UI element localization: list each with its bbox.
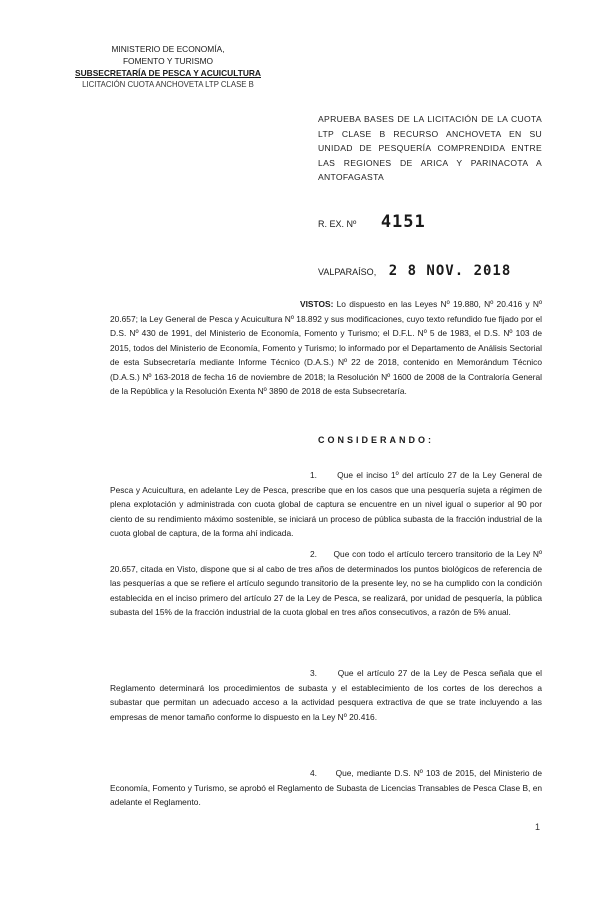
item-text: Que con todo el artículo tercero transitorio de la Ley Nº 20.657, citada en Visto, dispone que si al cabo de tres años de determinados los puntos biológicos de referencia de las pesquerías a que se refiere el artículo segundo transitorio de la presente ley, no se ha cumplido con la condición establecida en el inciso primero del artículo 27 de la Ley de Pesca, se realizará, por unidad de pesquería, la pública subasta del 15% de la fracción industrial de la cuota global en tres años consecutivos, a razón de 5% anual.: [110, 549, 542, 617]
header-subsecretaria: SUBSECRETARÍA DE PESCA Y ACUICULTURA: [75, 68, 261, 78]
vistos-label: VISTOS:: [300, 299, 334, 309]
considerando-item: [110, 547, 542, 620]
date-stamp: 2 8 NOV. 2018: [388, 263, 512, 279]
vistos-text: Lo dispuesto en las Leyes Nº 19.880, Nº 20.416 y Nº 20.657; la Ley General de Pesca y Acuicultura Nº 18.892 y sus modificaciones, cuyo texto refundido fue fijado por el D.S. Nº 430 de 1991, del Ministerio de Economía, Fomento y Turismo; el D.F.L. Nº 5 de 1983, el D.S. Nº 103 de 2015, todos del Ministerio de Economía, Fomento y Turismo; lo informado por el Departamento de Análisis Sectorial de esta Subsecretaría mediante Informe Técnico (D.A.S.) Nº 22 de 2018, contenido en Memorándum Técnico (D.A.S.) Nº 163-2018 de fecha 16 de noviembre de 2018; la Resolución Nº 1600 de 2008 de la Contraloría General de la República y la Resolución Exenta Nº 3890 de 2018 de esta Subsecretaría.: [110, 299, 543, 396]
place: VALPARAÍSO,: [318, 267, 377, 277]
item-number: 3.: [310, 668, 317, 678]
considerando-item: [110, 468, 542, 541]
item-number: 1.: [310, 470, 317, 480]
resolution-subject: APRUEBA BASES DE LA LICITACIÓN DE LA CUOTA LTP CLASE B RECURSO ANCHOVETA EN SU UNIDAD DE PESQUERÍA COMPRENDIDA ENTRE LAS REGIONES DE ARICA Y PARINACOTA A ANTOFAGASTA: [318, 114, 542, 182]
considerando-item: [110, 666, 542, 724]
item-text: Que el artículo 27 de la Ley de Pesca señala que el Reglamento determinará los procedimientos de subasta y el establecimiento de los cortes de los derechos a subastar que permitan un adecuado acceso a la actividad pesquera extractiva de que se trate incluyendo a las empresas de menor tamaño conforme lo dispuesto en la Ley Nº 20.416.: [110, 668, 542, 722]
header-licitacion: LICITACIÓN CUOTA ANCHOVETA LTP CLASE B: [82, 80, 254, 89]
resolution-number: 4151: [380, 212, 426, 232]
page-number: 1: [535, 822, 541, 832]
item-text: Que, mediante D.S. Nº 103 de 2015, del Ministerio de Economía, Fomento y Turismo, se aprobó el Reglamento de Subasta de Licencias Transables de Pesca Clase B, en adelante el Reglamento.: [110, 768, 543, 807]
vistos-paragraph: [110, 297, 542, 399]
header-ministry: MINISTERIO DE ECONOMÍA,: [111, 44, 225, 54]
ministry-header: [58, 43, 278, 91]
considerando-item: [110, 766, 542, 810]
resolution-number-line: [318, 212, 426, 232]
header-ministry-2: FOMENTO Y TURISMO: [122, 56, 214, 66]
item-number: 2.: [310, 549, 317, 559]
place-date-line: [318, 263, 511, 279]
resolution-label: R. EX. Nº: [318, 219, 357, 229]
considerando-title: CONSIDERANDO:: [318, 435, 435, 445]
item-number: 4.: [310, 768, 317, 778]
item-text: Que el inciso 1º del artículo 27 de la Ley General de Pesca y Acuicultura, en adelante Ley de Pesca, prescribe que en los casos que una pesquería sujeta a régimen de plena explotación y administrada con cuota global de captura se encuentre en un nivel igual o superior al 90 por ciento de su rendimiento máximo sostenible, se iniciará un proceso de pública subasta de la fracción industrial de la cuota global de captura, de la forma ahí indicada.: [110, 470, 542, 538]
